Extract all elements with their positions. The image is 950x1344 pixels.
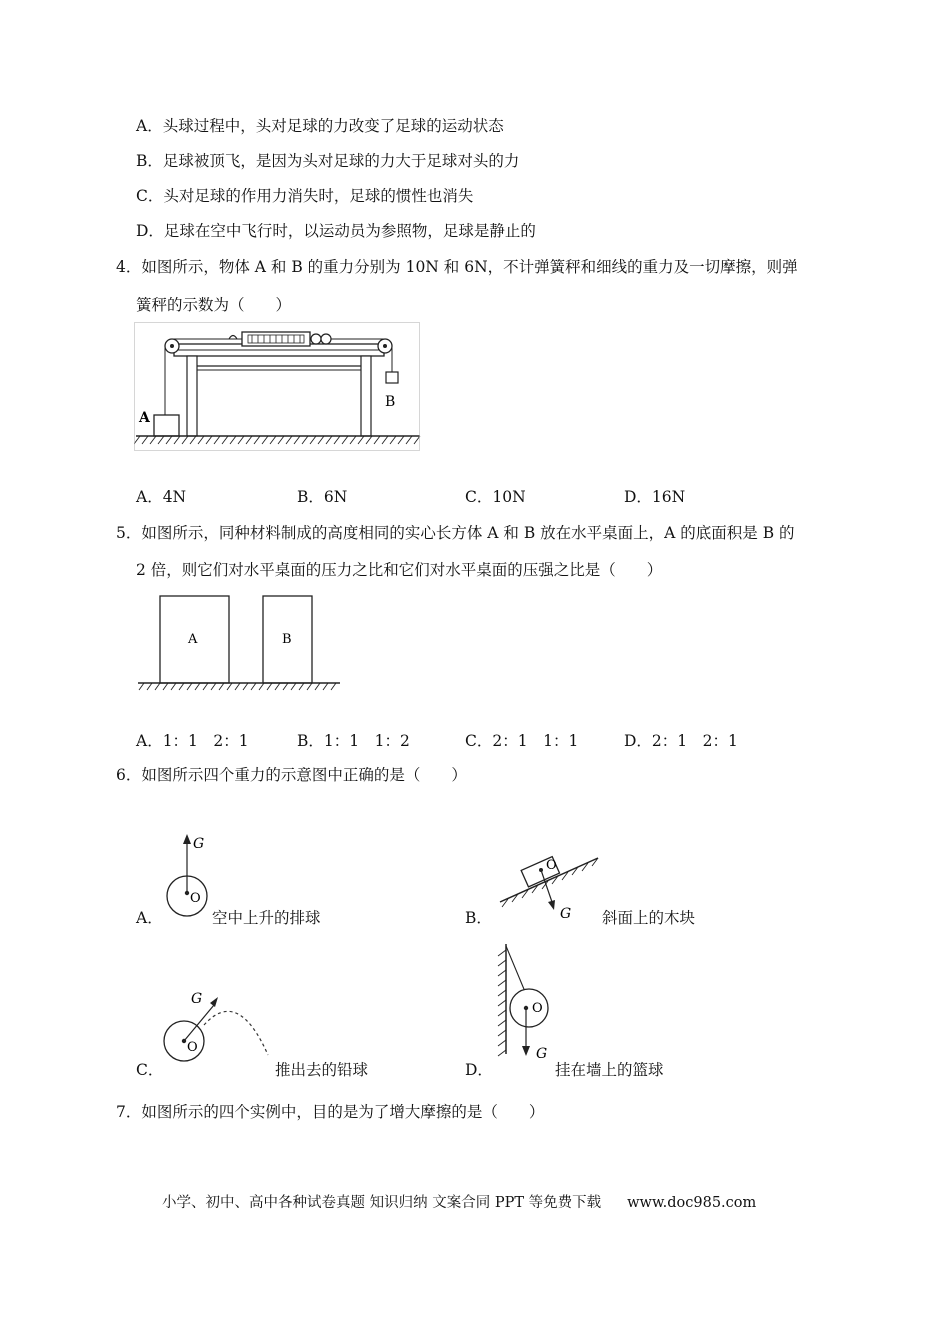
q4-option-d: D．16N bbox=[624, 488, 686, 506]
q6-figure-b-incline-block bbox=[494, 840, 604, 925]
q5-stem-line1: 5．如图所示，同种材料制成的高度相同的实心长方体 A 和 B 放在水平桌面上，A 的底面积是 B 的 bbox=[116, 524, 795, 542]
q6-d-o-label: O bbox=[532, 1001, 543, 1016]
q6-b-g-label: G bbox=[560, 906, 572, 922]
q3-option-d: D．足球在空中飞行时，以运动员为参照物，足球是静止的 bbox=[136, 222, 536, 240]
q6-figure-d-basketball-wall bbox=[490, 940, 560, 1065]
q6-caption-c: 推出去的铅球 bbox=[275, 1061, 369, 1079]
q6-option-a: A． bbox=[136, 909, 163, 927]
q6-caption-a: 空中上升的排球 bbox=[212, 909, 321, 927]
q4-option-b: B．6N bbox=[297, 488, 348, 506]
q4-stem-line2: 簧秤的示数为（ ） bbox=[136, 296, 292, 314]
q6-caption-d: 挂在墙上的篮球 bbox=[555, 1061, 664, 1079]
q5-option-a: A．1：1 2：1 bbox=[136, 732, 249, 750]
q4-option-c: C．10N bbox=[465, 488, 526, 506]
q3-option-a: A．头球过程中，头对足球的力改变了足球的运动状态 bbox=[136, 117, 504, 135]
q3-option-b: B．足球被顶飞，是因为头对足球的力大于足球对头的力 bbox=[136, 152, 520, 170]
q3-option-c: C．头对足球的作用力消失时，足球的惯性也消失 bbox=[136, 187, 474, 205]
q4-figure-spring-scale-table bbox=[134, 322, 424, 454]
q6-a-g-label: G bbox=[193, 836, 205, 852]
q6-figure-c-shot-put bbox=[160, 985, 280, 1065]
q5-figure-blocks-on-table bbox=[136, 592, 346, 692]
q6-caption-b: 斜面上的木块 bbox=[602, 909, 696, 927]
q6-c-o-label: O bbox=[187, 1040, 198, 1055]
q6-stem: 6．如图所示四个重力的示意图中正确的是（ ） bbox=[116, 766, 467, 784]
q4-option-a: A．4N bbox=[136, 488, 187, 506]
q5-label-a: A bbox=[188, 632, 198, 647]
q5-label-b: B bbox=[282, 632, 292, 647]
q5-stem-line2: 2 倍，则它们对水平桌面的压力之比和它们对水平桌面的压强之比是（ ） bbox=[136, 561, 663, 579]
q4-label-a: A bbox=[139, 410, 150, 426]
q6-b-o-label: O bbox=[546, 858, 557, 873]
q6-option-d: D． bbox=[465, 1061, 493, 1079]
q5-option-b: B．1：1 1：2 bbox=[297, 732, 410, 750]
q7-stem: 7．如图所示的四个实例中，目的是为了增大摩擦的是（ ） bbox=[116, 1103, 545, 1121]
q6-figure-a-volleyball bbox=[160, 830, 220, 920]
q4-stem-line1: 4．如图所示，物体 A 和 B 的重力分别为 10N 和 6N，不计弹簧秤和细线的重力及一切摩擦，则弹 bbox=[116, 258, 798, 276]
q5-option-c: C．2：1 1：1 bbox=[465, 732, 579, 750]
footer-text: 小学、初中、高中各种试卷真题 知识归纳 文案合同 PPT 等免费下载 bbox=[162, 1195, 602, 1211]
footer-url[interactable]: www.doc985.com bbox=[627, 1195, 757, 1211]
q6-option-b: B． bbox=[465, 909, 492, 927]
q4-label-b: B bbox=[385, 394, 396, 410]
q6-a-o-label: O bbox=[190, 891, 201, 906]
q6-option-c: C． bbox=[136, 1061, 164, 1079]
q5-option-d: D．2：1 2：1 bbox=[624, 732, 738, 750]
page-footer bbox=[162, 1191, 756, 1212]
q6-c-g-label: G bbox=[191, 991, 203, 1007]
q6-d-g-label: G bbox=[536, 1046, 548, 1062]
